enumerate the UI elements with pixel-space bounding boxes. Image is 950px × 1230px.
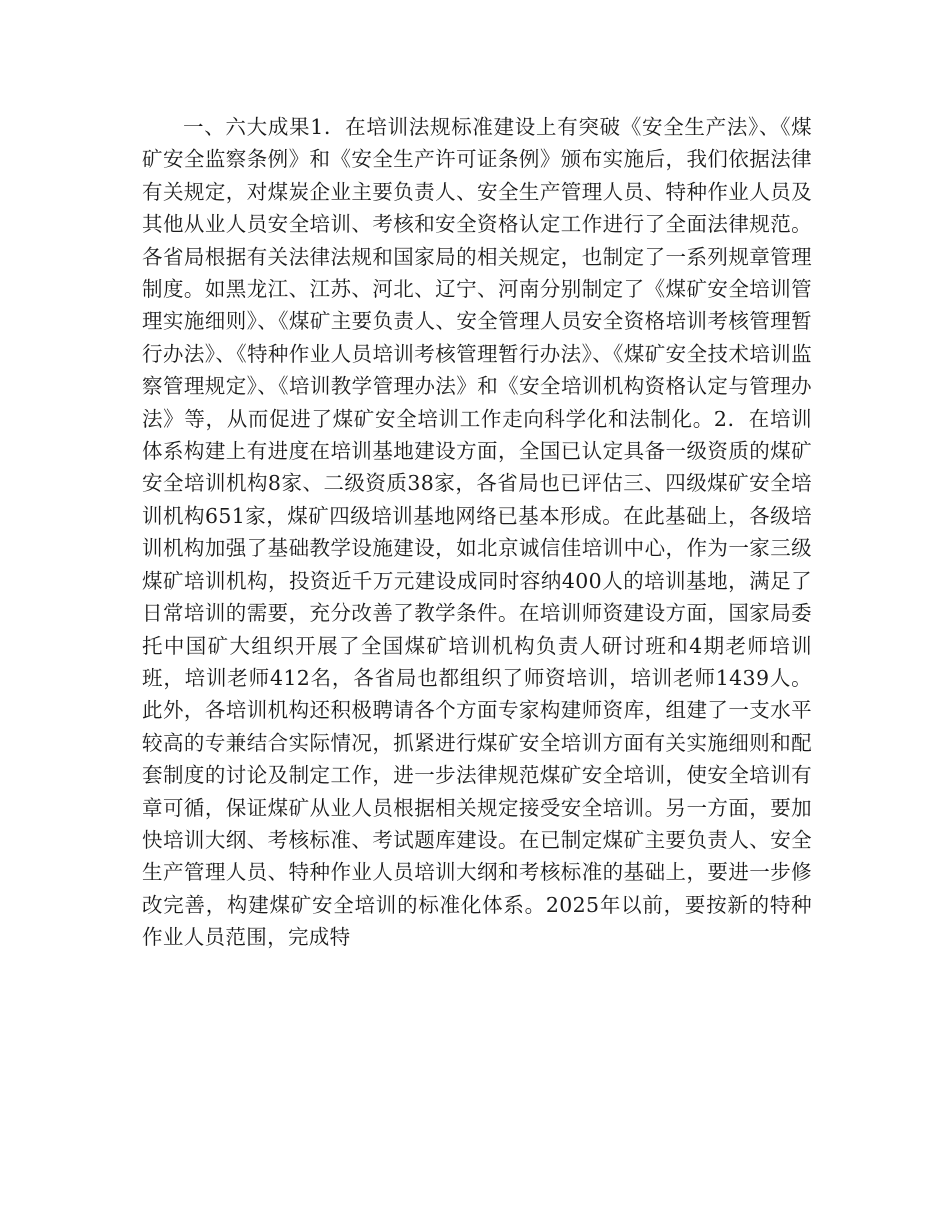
body-paragraph: 一、六大成果1．在培训法规标准建设上有突破《安全生产法》、《煤矿安全监察条例》和《安全生产许可证条例》颁布实施后，我们依据法律有关规定，对煤炭企业主要负责人、安全生产管理人员、特种作业人员及其他从业人员安全培训、考核和安全资格认定工作进行了全面法律规范。各省局根据有关法律法规和国家局的相关规定，也制定了一系列规章管理制度。如黑龙江、江苏、河北、辽宁、河南分别制定了《煤矿安全培训管理实施细则》、《煤矿主要负责人、安全管理人员安全资格培训考核管理暂行办法》、《特种作业人员培训考核管理暂行办法》、《煤矿安全技术培训监察管理规定》、《培训教学管理办法》和《安全培训机构资格认定与管理办法》等，从而促进了煤矿安全培训工作走向科学化和法制化。2．在培训体系构建上有进度在培训基地建设方面，全国已认定具备一级资质的煤矿安全培训机构8家、二级资质38家，各省局也已评估三、四级煤矿安全培训机构651家，煤矿四级培训基地网络已基本形成。在此基础上，各级培训机构加强了基础教学设施建设，如北京诚信佳培训中心，作为一家三级煤矿培训机构，投资近千万元建设成同时容纳400人的培训基地，满足了日常培训的需要，充分改善了教学条件。在培训师资建设方面，国家局委托中国矿大组织开展了全国煤矿培训机构负责人研讨班和4期老师培训班，培训老师412名，各省局也都组织了师资培训，培训老师1439人。此外，各培训机构还积极聘请各个方面专家构建师资库，组建了一支水平较高的专兼结合实际情况，抓紧进行煤矿安全培训方面有关实施细则和配套制度的讨论及制定工作，进一步法律规范煤矿安全培训，使安全培训有章可循，保证煤矿从业人员根据相关规定接受安全培训。另一方面，要加快培训大纲、考核标准、考试题库建设。在已制定煤矿主要负责人、安全生产管理人员、特种作业人员培训大纲和考核标准的基础上，要进一步修改完善，构建煤矿安全培训的标准化体系。2025年以前，要按新的特种作业人员范围，完成特 (142, 115, 812, 950)
